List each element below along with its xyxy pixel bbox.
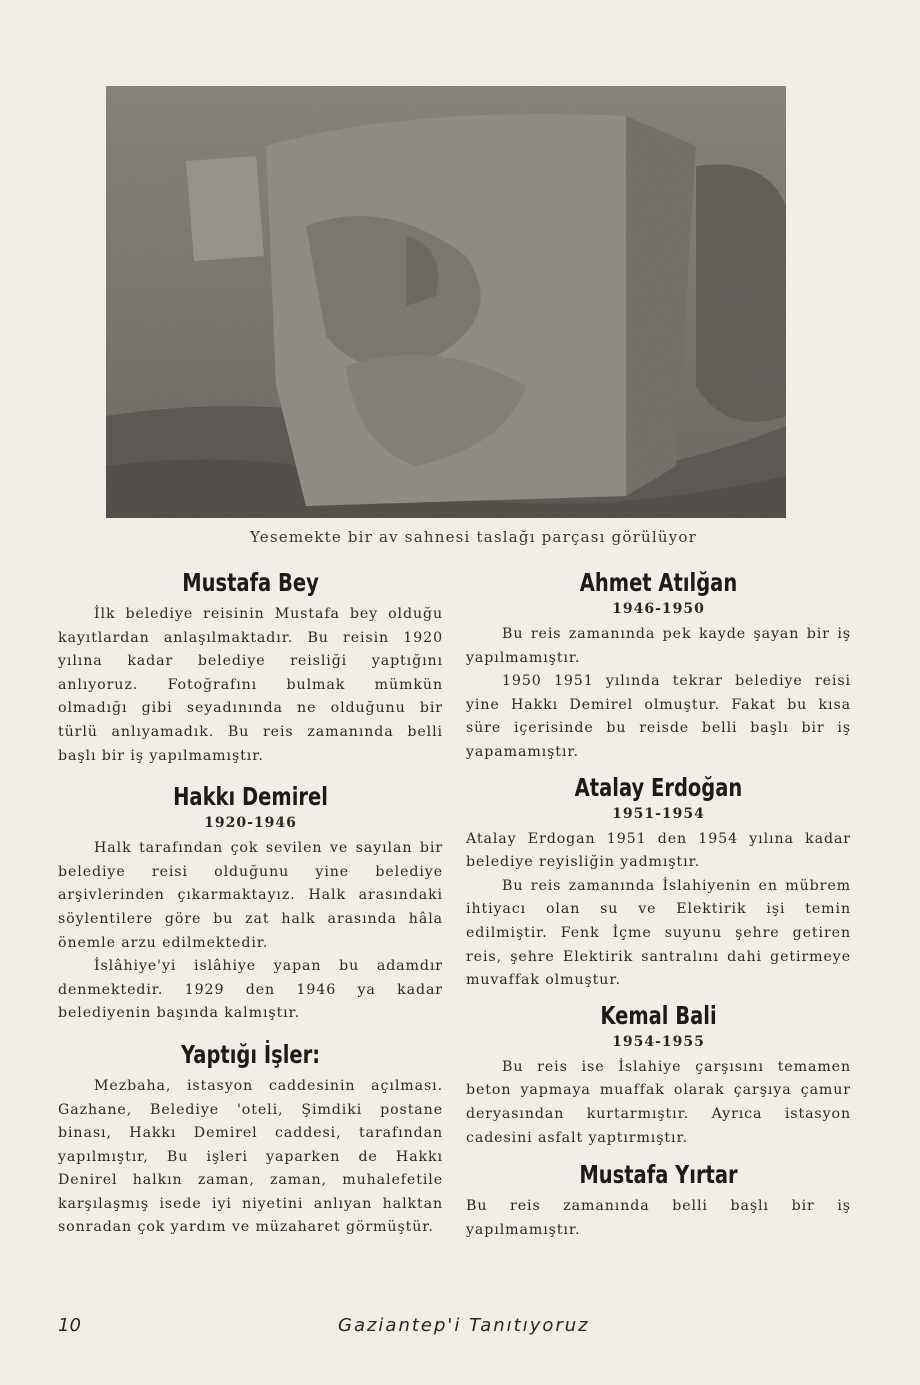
paragraph: Bu reis zamanında İslahiyenin en mübrem ihtiyacı olan su ve Elektirik işi temin edilmiştir. Fenk İçme suyunu şehre getiren reis, şehre Elektirik santralını dahi getirmeye muvaffak olmuştur. xyxy=(466,877,851,989)
term-years: 1946-1950 xyxy=(612,601,705,617)
section-title-kemal-bali: Kemal Bali xyxy=(600,1000,717,1030)
term-years: 1920-1946 xyxy=(204,815,297,832)
paragraph: Mezbaha, istasyon caddesinin açılması. Gazhane, Belediye 'oteli, Şimdiki postane binası, Hakkı Demirel caddesi, tarafından yapılmıştır, Bu işleri yaparken de Hakkı Denirel halkın zaman, zaman, muhalefetile karşılaşmış isede iyi niyetini anlıyan halktan sonradan çok yardım ve müzaharet görmüştür. xyxy=(58,1077,443,1236)
paragraph: 1950 1951 yılında tekrar belediye reisi yine Hakkı Demirel olmuştur. Fakat bu kısa süre içerisinde bu reisde belli başlı bir iş yapamamıştır. xyxy=(466,673,851,760)
section-title-atalay-erdogan: Atalay Erdoğan xyxy=(574,772,743,802)
left-column xyxy=(58,568,443,1240)
stone-relief-photo xyxy=(106,86,786,518)
paragraph: İlk belediye reisinin Mustafa bey olduğu kayıtlardan anlaşılmaktadır. Bu reisin 1920 yılına kadar belediye reisliği yaptığını anlıyoruz. Fotoğrafını bulmak mümkün olmadığı gibi seyadınında ne olduğunu bir türlü anlıyamadık. Bu reis zamanında belli başlı bir iş yapılmamıştır. xyxy=(58,606,443,764)
section-title-yaptigi-isler: Yaptığı İşler: xyxy=(180,1039,321,1069)
publication-title: Gaziantep'i Tanıtıyoruz xyxy=(338,1315,590,1336)
paragraph: Halk tarafından çok sevilen ve sayılan bir belediye reisi olduğunu yine belediye arşivlerinden çıkarmaktayız. Halk arasındaki söylentilere göre bu zat halk arasında hâla önemle arzu edilmektedir. xyxy=(58,840,443,951)
paragraph: Bu reis ise İslahiye çarşısını temamen beton yapmaya muaffak olarak çarşıya çamur deryasından kurtarmıştır. Ayrıca istasyon cadesini asfalt yaptırmıştır. xyxy=(466,1058,851,1146)
paragraph: Bu reis zamanında belli başlı bir iş yapılmamıştır. xyxy=(466,1198,851,1238)
section-title-ahmet-atilgan: Ahmet Atılğan xyxy=(579,568,738,597)
term-years: 1951-1954 xyxy=(612,805,705,822)
section-title-mustafa-bey: Mustafa Bey xyxy=(182,568,319,597)
photo-caption: Yesemekte bir av sahnesi taslağı parçası görülüyor xyxy=(249,528,698,546)
paragraph: Atalay Erdogan 1951 den 1954 yılına kadar belediye reyisliğin yadmıştır. xyxy=(466,830,851,871)
section-title-mustafa-yirtar: Mustafa Yırtar xyxy=(579,1160,738,1190)
section-title-hakki-demirel: Hakkı Demirel xyxy=(173,782,328,812)
paragraph: Bu reis zamanında pek kayde şayan bir iş yapılmamıştır. xyxy=(466,626,851,666)
right-column xyxy=(466,568,851,1242)
page-number: 10 xyxy=(58,1315,81,1336)
term-years: 1954-1955 xyxy=(612,1033,705,1050)
paragraph: İslâhiye'yi islâhiye yapan bu adamdır denmektedir. 1929 den 1946 ya kadar belediyenin başında kalmıştır. xyxy=(58,958,443,1022)
